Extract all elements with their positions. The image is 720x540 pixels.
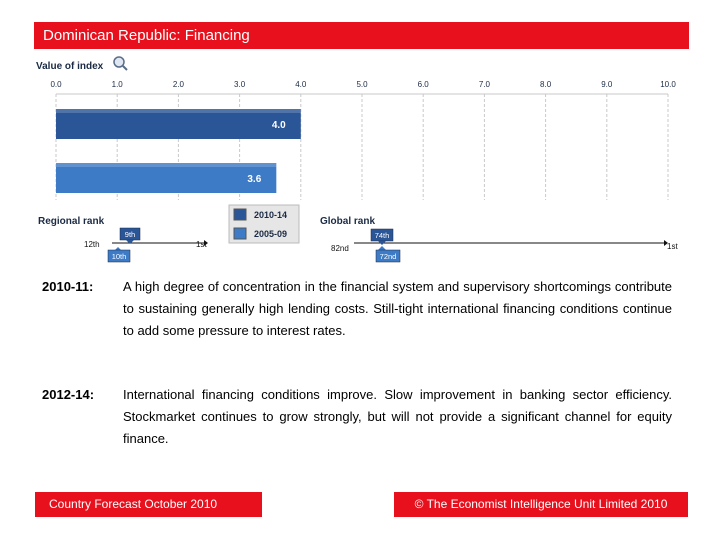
x-tick-label: 10.0 — [660, 80, 676, 89]
global-rank-previous: 72nd — [379, 252, 397, 261]
bar-value-label: 3.6 — [247, 174, 262, 185]
regional-rank-right: 1st — [196, 240, 207, 249]
index-chart-svg — [34, 52, 689, 270]
x-tick-label: 1.0 — [111, 80, 123, 89]
global-rank-right: 1st — [667, 242, 678, 251]
legend-swatch-2005-09 — [234, 228, 246, 239]
paragraph-label: 2012-14: — [42, 387, 95, 402]
regional-rank — [38, 216, 208, 262]
regional-rank-previous: 10th — [111, 252, 127, 261]
bar-2005-09 — [56, 163, 276, 193]
chart-title: Value of index — [36, 61, 104, 72]
legend-swatch-2010-14 — [234, 209, 246, 220]
footer-left: Country Forecast October 2010 — [35, 492, 262, 517]
bar-highlight — [56, 109, 301, 113]
paragraph-2010-11 — [42, 276, 682, 346]
footer-copyright: © The Economist Intelligence Unit Limited 2010 — [394, 492, 688, 517]
x-tick-label: 8.0 — [540, 80, 552, 89]
paragraph-text: International financing conditions improve. Slow improvement in banking sector efficiency. Stockmarket continues to grow strongly, but will not provide a significant channel for equity finance. — [123, 387, 672, 446]
magnifier-icon[interactable] — [114, 57, 127, 70]
global-rank-current: 74th — [374, 231, 390, 240]
global-rank-title: Global rank — [320, 216, 376, 227]
legend-label-2010-14: 2010-14 — [254, 210, 288, 220]
bar-value-label: 4.0 — [271, 120, 286, 131]
bar-highlight — [56, 163, 276, 167]
page-title: Dominican Republic: Financing — [34, 22, 689, 49]
regional-rank-title: Regional rank — [38, 216, 105, 227]
paragraph-label: 2010-11: — [42, 279, 94, 294]
x-tick-label: 6.0 — [417, 80, 429, 89]
bar-2010-14 — [56, 109, 301, 139]
legend-label-2005-09: 2005-09 — [254, 229, 288, 239]
paragraph-2012-14 — [42, 384, 682, 454]
financing-chart — [34, 52, 689, 270]
x-tick-label: 5.0 — [356, 80, 368, 89]
chart-legend — [229, 205, 299, 243]
x-tick-label: 9.0 — [601, 80, 613, 89]
x-tick-label: 2.0 — [172, 80, 184, 89]
global-rank-left: 82nd — [331, 244, 349, 253]
x-tick-label: 7.0 — [478, 80, 490, 89]
regional-rank-left: 12th — [84, 240, 100, 249]
x-tick-label: 4.0 — [295, 80, 307, 89]
x-tick-label: 3.0 — [234, 80, 246, 89]
regional-rank-current: 9th — [124, 230, 136, 239]
paragraph-text: A high degree of concentration in the financial system and supervisory shortcomings contribute to sustaining generally high lending costs. Still-tight international financing conditions continue to add some pressure to interest rates. — [123, 279, 672, 338]
x-tick-label: 0.0 — [50, 80, 62, 89]
global-rank — [320, 216, 678, 262]
